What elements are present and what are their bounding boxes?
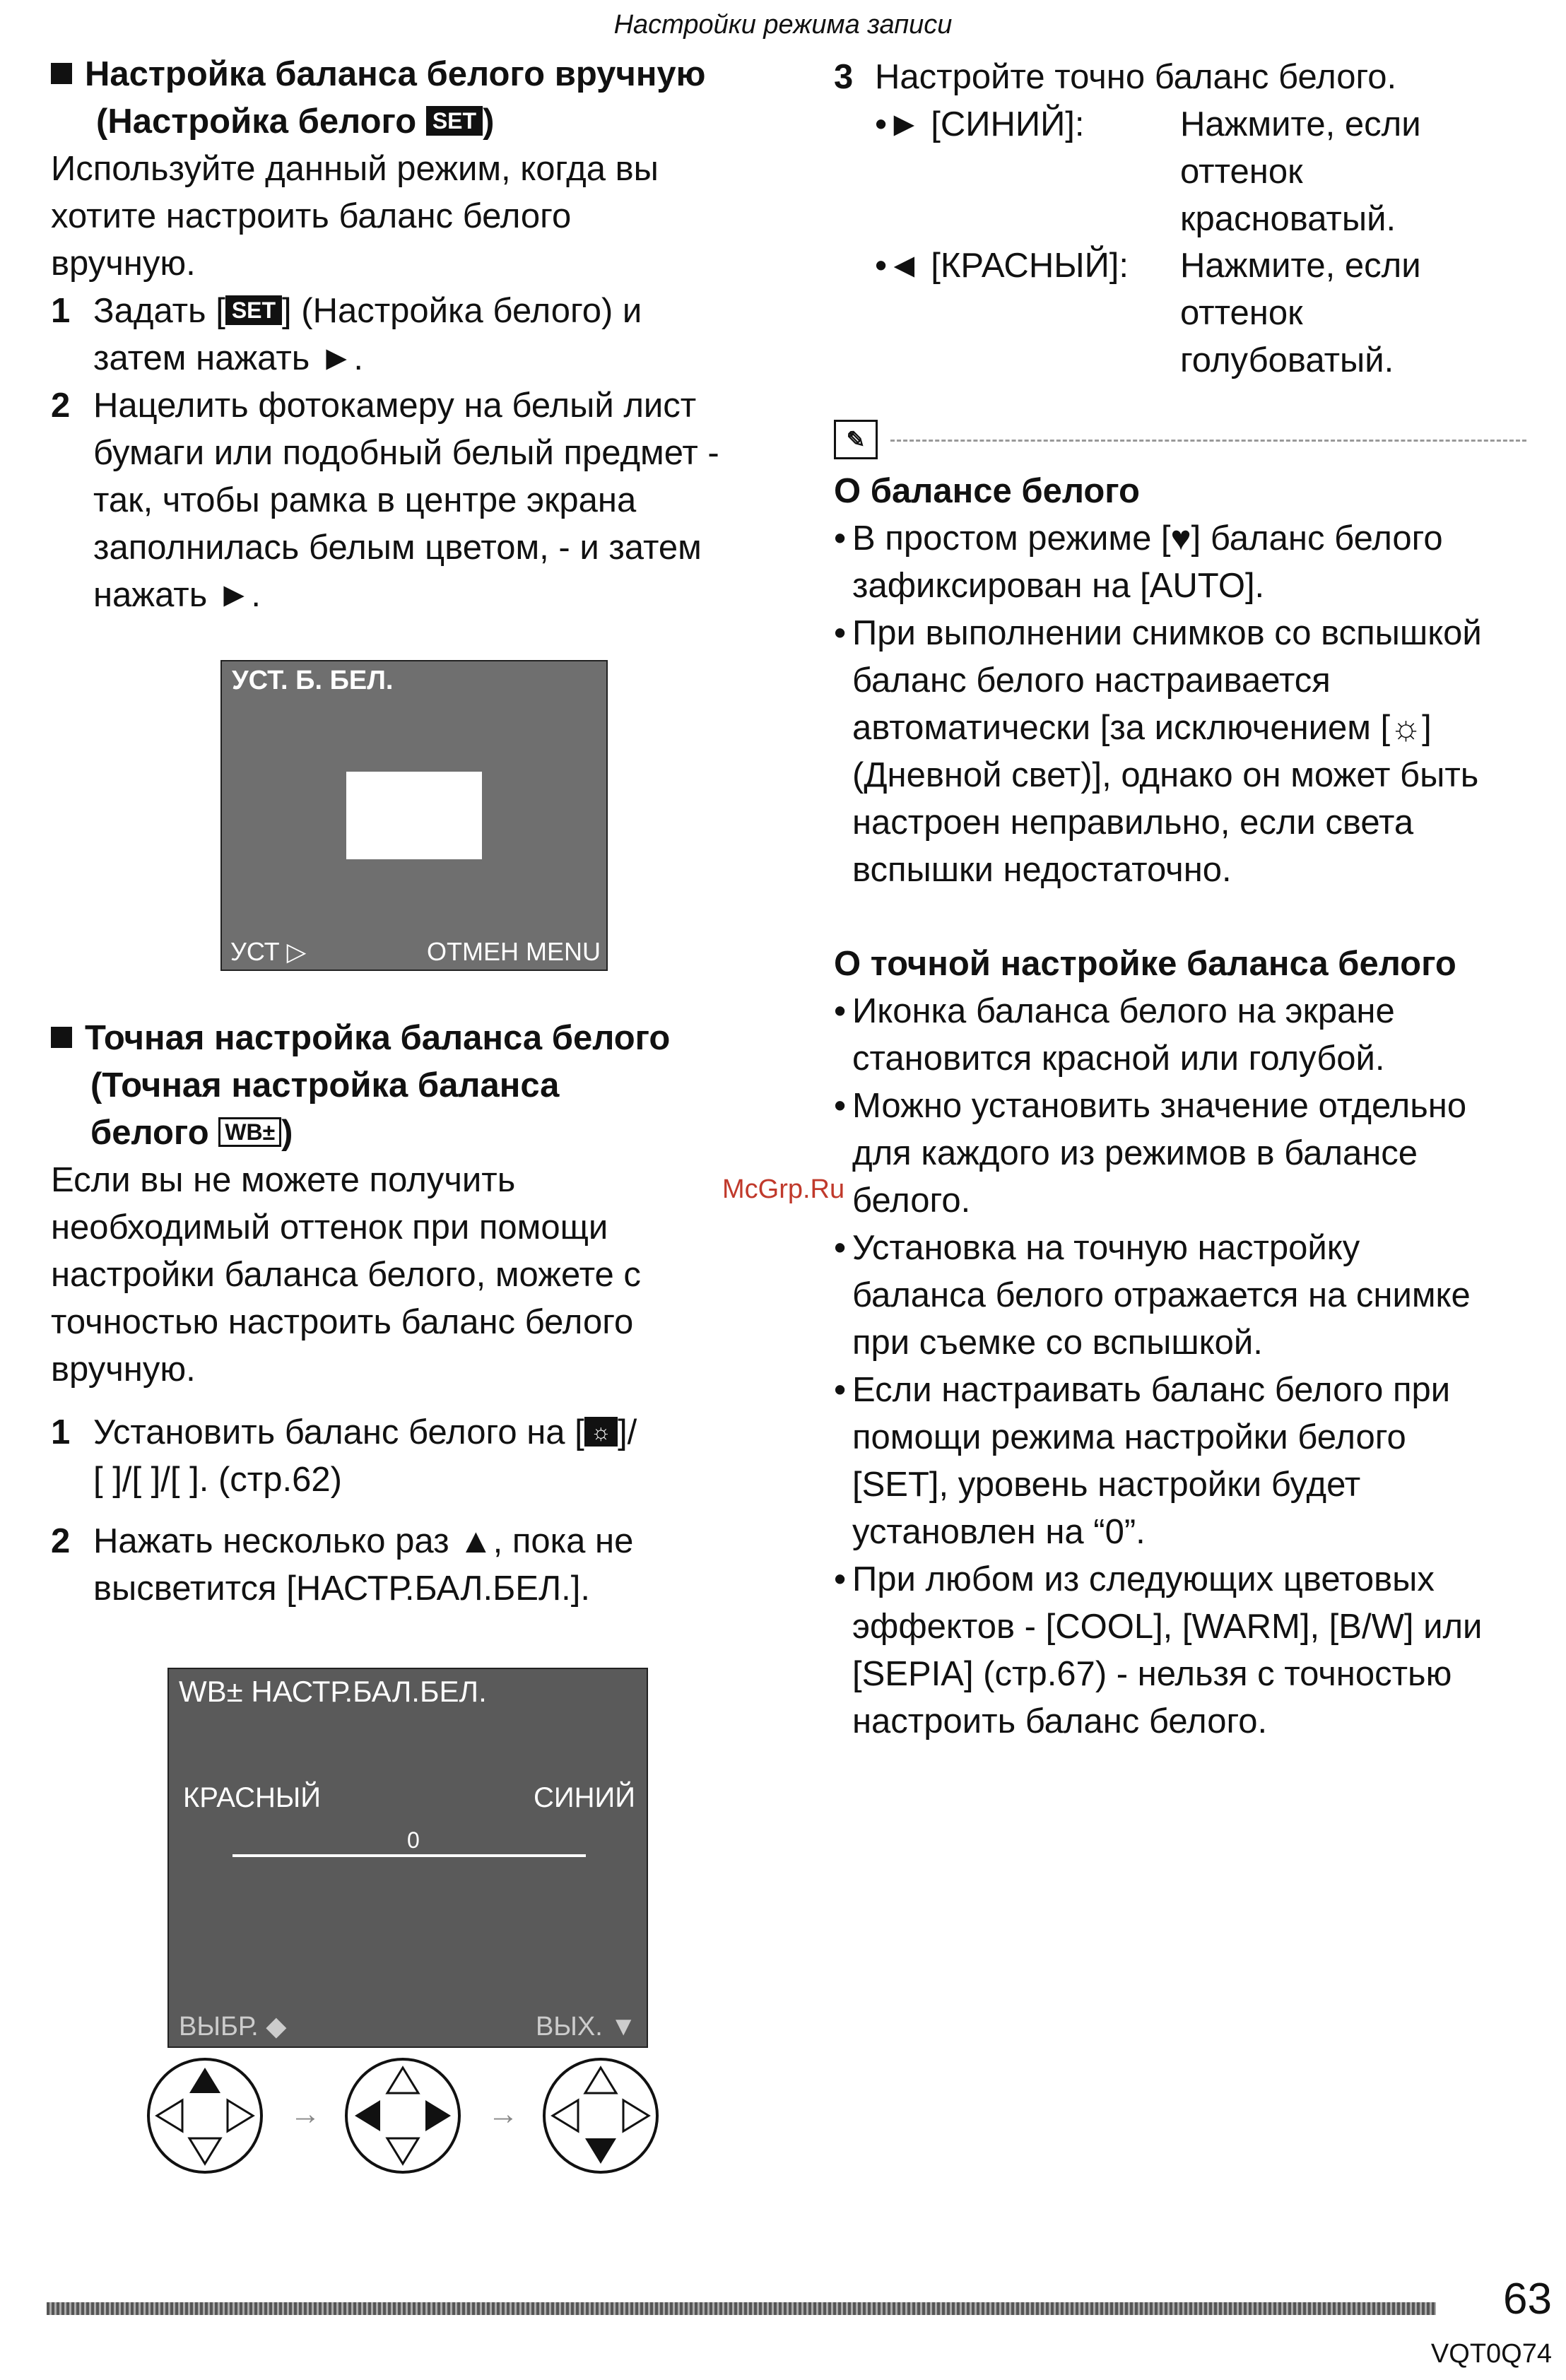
cursor-button-leftright-icon xyxy=(346,2059,459,2172)
right-column-top xyxy=(834,54,1541,384)
daylight-icon: ☼ xyxy=(584,1417,618,1447)
section2-text: Если вы не можете получить необходимый оттенок при помощи настройки баланса белого, можете с точностью настроить баланс белого вручную. xyxy=(51,1161,641,1389)
screen-title: УСТ. Б. БЕЛ. xyxy=(232,666,394,695)
note-item: • При любом из следующих цветовых эффектов - [COOL], [WARM], [B/W] или [SEPIA] (стр.67) - нельзя с точностью настроить баланс белого. xyxy=(834,1556,1548,1745)
fine-step-2: 2 Нажать несколько раз ▲, пока не высветится [НАСТР.БАЛ.БЕЛ.]. xyxy=(51,1522,634,1608)
camera-screen-white-set xyxy=(220,660,608,971)
footer-bar xyxy=(47,2302,1436,2315)
screen-cancel-label: ОТМЕН MENU xyxy=(427,937,601,966)
white-set-icon: SET xyxy=(426,106,483,136)
note-item: • Можно установить значение отдельно для каждого из режимов в балансе белого. xyxy=(834,1083,1548,1225)
blue-label: СИНИЙ xyxy=(533,1782,635,1813)
screen-title: WB± НАСТР.БАЛ.БЕЛ. xyxy=(179,1675,487,1708)
red-label: КРАСНЫЙ xyxy=(183,1782,322,1813)
white-set-icon: SET xyxy=(225,295,282,325)
wb-adjust-icon: WB± xyxy=(218,1117,281,1147)
exit-label: ВЫХ. ▼ xyxy=(535,2012,637,2042)
note-icon: ✎ xyxy=(834,420,878,459)
screen-set-label: УСТ ▷ xyxy=(230,937,307,966)
page-header: Настройки режима записи xyxy=(613,10,953,40)
note-item: • При выполнении снимков со вспышкой баланс белого настраивается автоматически [за исключением [☼] (Дневной свет)], однако он может быть настроен неправильно, если света вспышки недостаточно. xyxy=(834,610,1548,894)
page-number: 63 xyxy=(1503,2275,1552,2323)
left-column: Настройка баланса белого вручную (Настройка белого SET ) Используйте данный режим, когда вы хотите настроить баланс белого вручную. 1 Задать [ SET ] (Настройка белого) и затем нажать ►. 2 Нацелить фотокамеру на белый лист бумаги или подобный белый предмет - так, чтобы рамка в центре экрана заполнилась белым цветом, - и затем нажать ►. xyxy=(51,51,800,619)
wb-scale xyxy=(232,1854,586,1888)
section1-title: Настройка баланса белого вручную xyxy=(51,51,800,98)
cursor-button-up-icon xyxy=(148,2059,261,2172)
blue-option: •► [СИНИЙ]: Нажмите, если оттенок красноватый. xyxy=(875,105,1421,238)
step-1: 1 Задать [ SET ] (Настройка белого) и затем нажать ►. xyxy=(51,292,642,377)
document-code: VQT0Q74 xyxy=(1430,2339,1552,2369)
zero-mark: 0 xyxy=(407,1827,420,1853)
section1-text: Используйте данный режим, когда вы хотите настроить баланс белого вручную. xyxy=(51,150,659,283)
arrow-right-icon: → xyxy=(488,2097,519,2131)
note-divider xyxy=(890,440,1526,442)
section2-title: Точная настройка баланса белого xyxy=(51,1015,800,1062)
fine-step-1: 1 Установить баланс белого на [ ☼ ]/ [ ]/[ ]/[ ]. (стр.62) xyxy=(51,1413,637,1499)
cursor-buttons-diagram xyxy=(141,2052,678,2179)
cursor-button-down-icon xyxy=(544,2059,657,2172)
select-label: ВЫБР. ◆ xyxy=(179,2012,287,2042)
arrow-right-icon: → xyxy=(290,2097,321,2131)
right-column-notes xyxy=(834,468,1548,1745)
camera-screen-wb-adjust xyxy=(167,1668,648,2048)
note-item: • Если настраивать баланс белого при помощи режима настройки белого [SET], уровень настройки будет установлен на “0”. xyxy=(834,1367,1548,1556)
note-item: • Иконка баланса белого на экране становится красной или голубой. xyxy=(834,988,1548,1083)
watermark: McGrp.Ru xyxy=(722,1174,845,1204)
white-frame xyxy=(346,772,482,859)
note-item: • В простом режиме [♥] баланс белого зафиксирован на [AUTO]. xyxy=(834,515,1548,610)
red-option: •◄ [КРАСНЫЙ]: Нажмите, если оттенок голубоватый. xyxy=(875,247,1421,379)
note-heading-1: О балансе белого xyxy=(834,472,1140,510)
bullet-square-icon xyxy=(51,63,72,84)
note-item: • Установка на точную настройку баланса белого отражается на снимке при съемке со вспышкой. xyxy=(834,1225,1548,1367)
step-2: 2 Нацелить фотокамеру на белый лист бумаги или подобный белый предмет - так, чтобы рамка в центре экрана заполнилась белым цветом, - и затем нажать ►. xyxy=(51,387,719,614)
note-heading-2: О точной настройке баланса белого xyxy=(834,945,1456,983)
bullet-square-icon xyxy=(51,1027,72,1048)
left-column-lower: Точная настройка баланса белого (Точная настройка баланса белого WB± ) Если вы не можете получить необходимый оттенок при помощи настройки баланса белого, можете с точностью настроить баланс белого вручную. 1 Установить баланс белого на [ ☼ ]/ [ ]/[ ]/[ ]. (стр.62) 2 Нажать несколько раз ▲, пока не высветится [НАСТР.БАЛ.БЕЛ.]. xyxy=(51,1015,800,1613)
step-3: 3 Настройте точно баланс белого. xyxy=(834,58,1397,96)
